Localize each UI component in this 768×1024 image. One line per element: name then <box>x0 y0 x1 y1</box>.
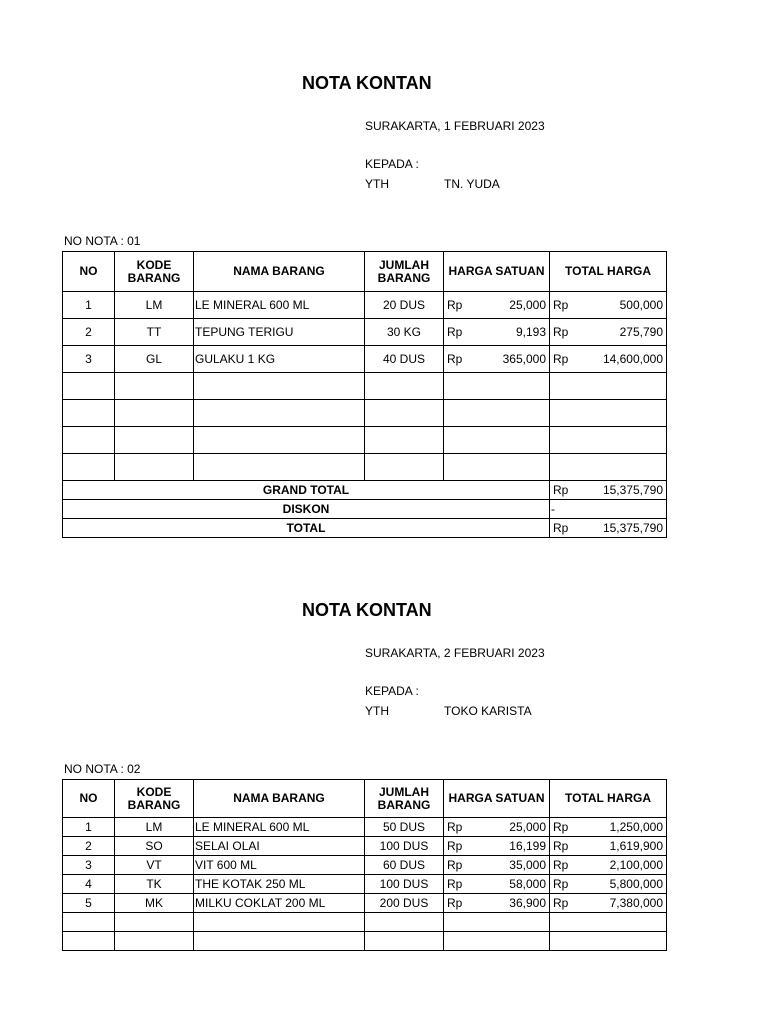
header-harga-satuan: HARGA SATUAN <box>444 780 550 818</box>
table-row <box>63 875 667 894</box>
nota1-no-nota: NO NOTA : 01 <box>64 234 141 248</box>
cell-harga: Rp 9,193 <box>444 319 550 346</box>
cell-harga: Rp 25,000 <box>444 818 550 837</box>
cell-nama: MILKU COKLAT 200 ML <box>194 894 365 913</box>
header-total-harga: TOTAL HARGA <box>550 252 667 292</box>
cell-jumlah: 40 DUS <box>365 346 444 373</box>
header-total-harga: TOTAL HARGA <box>550 780 667 818</box>
cell-no: 1 <box>63 292 115 319</box>
cell-harga: Rp 35,000 <box>444 856 550 875</box>
nota2-title: NOTA KONTAN <box>302 600 432 620</box>
header-nama: NAMA BARANG <box>194 252 365 292</box>
cell-total: Rp 1,250,000 <box>550 818 667 837</box>
diskon-label: DISKON <box>63 500 550 519</box>
total-value: Rp 15,375,790 <box>550 519 667 538</box>
cell-kode: TT <box>115 319 194 346</box>
diskon-value: - <box>550 500 667 519</box>
cell-kode: MK <box>115 894 194 913</box>
cell-harga: Rp 16,199 <box>444 837 550 856</box>
nota1-date: SURAKARTA, 1 FEBRUARI 2023 <box>365 119 545 133</box>
cell-total: Rp 275,790 <box>550 319 667 346</box>
cell-total: Rp 1,619,900 <box>550 837 667 856</box>
nota2-date: SURAKARTA, 2 FEBRUARI 2023 <box>365 646 545 660</box>
grand-total-value: Rp 15,375,790 <box>550 481 667 500</box>
grand-total-label: GRAND TOTAL <box>63 481 550 500</box>
nota2-kepada-label: KEPADA : <box>365 684 419 698</box>
header-kode: KODE BARANG <box>115 252 194 292</box>
table-row <box>63 837 667 856</box>
cell-nama: LE MINERAL 600 ML <box>194 292 365 319</box>
cell-harga: Rp 58,000 <box>444 875 550 894</box>
nota1-header-row <box>63 252 667 292</box>
cell-jumlah: 30 KG <box>365 319 444 346</box>
nota2-no-nota: NO NOTA : 02 <box>64 762 141 776</box>
cell-kode: LM <box>115 292 194 319</box>
cell-total: Rp 5,800,000 <box>550 875 667 894</box>
nota1-recipient: TN. YUDA <box>444 177 500 191</box>
cell-no: 5 <box>63 894 115 913</box>
cell-kode: TK <box>115 875 194 894</box>
nota2-recipient: TOKO KARISTA <box>444 704 532 718</box>
cell-harga: Rp 36,900 <box>444 894 550 913</box>
empty-row <box>63 454 667 481</box>
total-label: TOTAL <box>63 519 550 538</box>
header-nama: NAMA BARANG <box>194 780 365 818</box>
cell-total: Rp 2,100,000 <box>550 856 667 875</box>
cell-kode: GL <box>115 346 194 373</box>
header-no: NO <box>63 252 115 292</box>
table-row <box>63 818 667 837</box>
cell-no: 1 <box>63 818 115 837</box>
cell-nama: THE KOTAK 250 ML <box>194 875 365 894</box>
empty-row <box>63 427 667 454</box>
cell-total: Rp 7,380,000 <box>550 894 667 913</box>
empty-row <box>63 400 667 427</box>
cell-total: Rp 14,600,000 <box>550 346 667 373</box>
nota1-table <box>62 251 667 538</box>
header-jumlah: JUMLAH BARANG <box>365 252 444 292</box>
cell-jumlah: 50 DUS <box>365 818 444 837</box>
table-row <box>63 346 667 373</box>
nota1-yth-label: YTH <box>365 177 389 191</box>
cell-nama: VIT 600 ML <box>194 856 365 875</box>
nota1-kepada-label: KEPADA : <box>365 157 419 171</box>
cell-kode: VT <box>115 856 194 875</box>
cell-jumlah: 100 DUS <box>365 837 444 856</box>
empty-row <box>63 373 667 400</box>
nota2-header-row <box>63 780 667 818</box>
cell-total: Rp 500,000 <box>550 292 667 319</box>
cell-nama: GULAKU 1 KG <box>194 346 365 373</box>
cell-jumlah: 100 DUS <box>365 875 444 894</box>
cell-nama: TEPUNG TERIGU <box>194 319 365 346</box>
header-jumlah: JUMLAH BARANG <box>365 780 444 818</box>
cell-no: 3 <box>63 346 115 373</box>
cell-nama: SELAI OLAI <box>194 837 365 856</box>
table-row <box>63 894 667 913</box>
cell-jumlah: 60 DUS <box>365 856 444 875</box>
empty-row <box>63 932 667 951</box>
nota2-yth-label: YTH <box>365 704 389 718</box>
table-row <box>63 292 667 319</box>
diskon-row <box>63 500 667 519</box>
nota2-table <box>62 779 667 951</box>
table-row <box>63 319 667 346</box>
cell-no: 4 <box>63 875 115 894</box>
cell-jumlah: 200 DUS <box>365 894 444 913</box>
cell-no: 2 <box>63 319 115 346</box>
cell-kode: LM <box>115 818 194 837</box>
cell-kode: SO <box>115 837 194 856</box>
nota1-title: NOTA KONTAN <box>302 73 432 93</box>
header-no: NO <box>63 780 115 818</box>
header-kode: KODE BARANG <box>115 780 194 818</box>
cell-harga: Rp 365,000 <box>444 346 550 373</box>
cell-jumlah: 20 DUS <box>365 292 444 319</box>
table-row <box>63 856 667 875</box>
cell-nama: LE MINERAL 600 ML <box>194 818 365 837</box>
header-harga-satuan: HARGA SATUAN <box>444 252 550 292</box>
empty-row <box>63 913 667 932</box>
cell-no: 2 <box>63 837 115 856</box>
total-row <box>63 519 667 538</box>
cell-harga: Rp 25,000 <box>444 292 550 319</box>
grand-total-row <box>63 481 667 500</box>
cell-no: 3 <box>63 856 115 875</box>
